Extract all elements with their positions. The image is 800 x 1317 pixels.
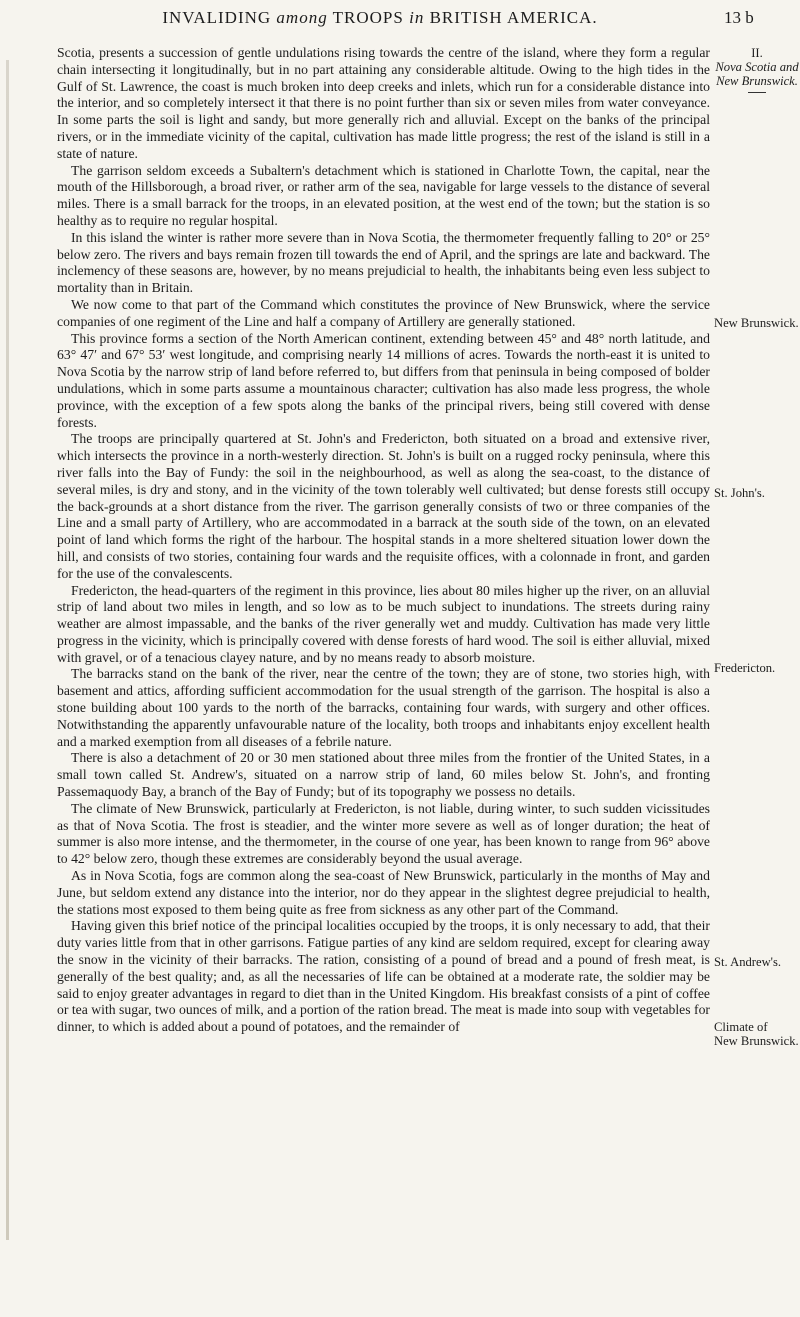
running-head	[0, 8, 800, 34]
paragraph: The troops are principally quartered at St. John's and Fredericton, both situated on a broad and extensive river, which intersects the province in a north-westerly direction. St. John's is built on a rugged rocky peninsula, where this river falls into the Bay of Fundy: the soil in the neighbourhood, as well as along the sea-coast, to the distance of several miles, is dry and stony, and in the vicinity of the town tolerably well cultivated; but dense forests still occupy the back-grounds at a short distance from the river. The garrison generally consists of two or three companies of the Line and a small party of Artillery, who are accommodated in a barrack at the south side of the town, on an elevated point of land which forms the right of the harbour. The hospital stands in a more sheltered situation lower down the hill, and consists of two stories, containing four wards and the requisite offices, with a colonnade in front, and garden for the use of the convalescents.	[57, 431, 710, 581]
margin-note-new-brunswick: New Brunswick.	[714, 316, 799, 330]
page-binding-edge	[6, 60, 9, 1240]
paragraph: In this island the winter is rather more severe than in Nova Scotia, the thermometer frequently falling to 20° or 25° below zero. The rivers and bays remain frozen till towards the end of April, and the springs are late and backward. The inclemency of these seasons are, however, by no means prejudicial to health, the inhabitants being even less subject to mortality than in Britain.	[57, 229, 710, 296]
section-title-line-1: Nova Scotia and	[715, 60, 799, 74]
paragraph: This province forms a section of the North American continent, extending between 45° and 48° north latitude, and 63° 47′ and 67° 53′ west longitude, and comprising nearly 14 millions of acres. Towards the north-east it is united to Nova Scotia by the narrow strip of land before referred to, but differs from that peninsula in being composed of bolder undulations, which in some parts assume a mountainous character; cultivation has also made less progress, the whole province, with the exception of a few spots along the banks of the principal rivers, being still covered with dense forests.	[57, 330, 710, 430]
paragraph: Having given this brief notice of the principal localities occupied by the troops, it is only necessary to add, that their duty varies little from that in other garrisons. Fatigue parties of any kind are seldom required, except for clearing away the snow in the vicinity of their barracks. The ration, consisting of a pound of bread and a pound of fresh meat, is generally of the best quality; and, as all the necessaries of life can be obtained at a moderate rate, the soldier may be said to enjoy greater advantages in regard to diet than in the United Kingdom. His breakfast consists of a pint of coffee or tea with sugar, two ounces of milk, and a portion of the ration bread. The meat is made into soup with vegetables for dinner, to which is added about a pound of potatoes, and the remainder of	[57, 918, 710, 1035]
paragraph: There is also a detachment of 20 or 30 men stationed about three miles from the frontier of the United States, in a small town called St. Andrew's, situated on a narrow strip of land, 60 miles below St. John's, and fronting Passemaquody Bay, a branch of the Bay of Fundy; but of its topography we possess no details.	[57, 750, 710, 800]
paragraph: The climate of New Brunswick, particularly at Fredericton, is not liable, during winter, to such sudden vicissitudes as that of Nova Scotia. The frost is steadier, and the winter more severe as well as of longer duration; the heat of summer is also more intense, and the thermometer, in the course of one year, has been known to range from 96° above to 42° below zero, though these extremes are considerably beyond the usual average.	[57, 800, 710, 867]
climate-line-1: Climate of	[714, 1020, 768, 1034]
section-rule	[748, 92, 766, 93]
margin-note-climate	[714, 1020, 800, 1048]
margin-section-heading	[714, 46, 800, 93]
margin-note-fredericton: Fredericton.	[714, 661, 776, 675]
paragraph: As in Nova Scotia, fogs are common along the sea-coast of New Brunswick, particularly in the months of May and June, but seldom extend any distance into the interior, nor do they appear in the slightest degree prejudicial to health, the stations most exposed to them being quite as free from sickness as any other part of the Command.	[57, 868, 710, 917]
paragraph: Fredericton, the head-quarters of the regiment in this province, lies about 80 miles higher up the river, on an alluvial strip of land about two miles in length, and so low as to be much subject to inundations. The streets during rainy weather are almost impassable, and the banks of the river generally wet and muddy. Cultivation has made very little progress in the vicinity, which is principally covered with dense forests of hard wood. The soil is either alluvial, mixed with gravel, or of a tenacious clayey nature, and by no means ready to absorb moisture.	[57, 582, 710, 665]
paragraph: The barracks stand on the bank of the river, near the centre of the town; they are of stone, two stories high, with basement and attics, affording sufficient accommodation for the usual strength of the garrison. The hospital is also a stone building about 100 yards to the north of the barracks, containing four wards, with surgery and other offices. Notwithstanding the apparently unfavourable nature of the locality, both troops and inhabitants enjoy excellent health and a marked exemption from all diseases of a febrile nature.	[57, 666, 710, 749]
paragraph: The garrison seldom exceeds a Subaltern's detachment which is stationed in Charlotte Town, the capital, near the mouth of the Hillsborough, a broad river, or rather arm of the sea, navigable for large vessels to the distance of several miles. There is a small barrack for the troops, in an elevated position, at the west end of the town; but the station is so healthy as to require no regular hospital.	[57, 162, 710, 228]
paragraph: Scotia, presents a succession of gentle undulations rising towards the centre of the island, where they form a regular chain intersecting it longitudinally, but in no part attaining any considerable altitude. Owing to the high tides in the Gulf of St. Lawrence, the coast is much broken into deep creeks and inlets, which run for a considerable distance into the interior, and so completely intersect it that there is no point further than six or seven miles from water conveyance. In some parts the soil is light and sandy, but more generally rich and alluvial. Except on the banks of the principal rivers, or in the immediate vicinity of the capital, cultivation has made little progress; the rest of the island is still in a state of nature.	[57, 45, 710, 161]
running-title: INVALIDING among TROOPS in BRITISH AMERICA.	[162, 8, 598, 27]
page-number: 13 b	[724, 8, 754, 27]
section-number: II.	[751, 46, 763, 60]
margin-note-st-johns: St. John's.	[714, 486, 765, 500]
body-text	[57, 45, 710, 1036]
climate-line-2: New Brunswick.	[714, 1034, 799, 1048]
paragraph: We now come to that part of the Command which constitutes the province of New Brunswick, where the service companies of one regiment of the Line and half a company of Artillery are generally stationed.	[57, 296, 710, 329]
section-title-line-2: New Brunswick.	[716, 74, 798, 88]
margin-note-st-andrews: St. Andrew's.	[714, 955, 781, 969]
